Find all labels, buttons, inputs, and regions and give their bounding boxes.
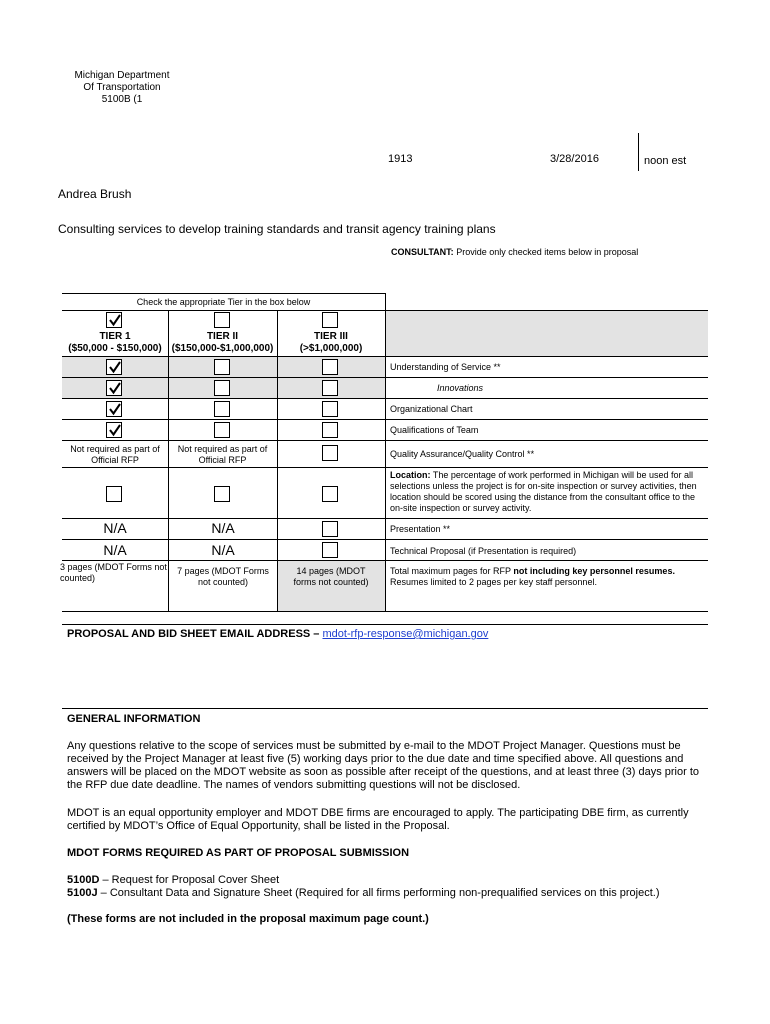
tier2-checkbox[interactable] <box>214 312 230 328</box>
tier3-heading <box>277 331 385 355</box>
understanding-t1-checkbox[interactable] <box>106 359 122 375</box>
pages-t2-text: 7 pages (MDOT Forms not counted) <box>177 566 269 587</box>
orgchart-label: Organizational Chart <box>390 404 473 414</box>
orgchart-t3-checkbox[interactable] <box>322 401 338 417</box>
tier2-name: TIER II <box>206 331 239 342</box>
checkmark-icon <box>108 402 122 416</box>
email-line <box>67 628 488 640</box>
agency-line-2: Of Transportation <box>83 82 161 93</box>
presentation-label: Presentation ** <box>390 524 451 534</box>
understanding-label: Understanding of Service ** <box>390 362 501 372</box>
header-shade <box>385 310 708 356</box>
form-5100j-text: – Consultant Data and Signature Sheet (Required for all firms performing non-prequalified services on this project.) <box>100 887 660 899</box>
general-paragraph-1: Any questions relative to the scope of services must be submitted by e-mail to the MDOT Project Manager. Questions must be received by the Project Manager at least five (5) working days prior to the due date and time specified above. All questions and answers will be placed on the MDOT website as soon as possible after receipt of the questions, and at least three (3) days prior to the RFP due date deadline. The names of vendors submitting questions will not be disclosed. <box>67 740 700 791</box>
qaqc-label: Quality Assurance/Quality Control ** <box>390 449 535 459</box>
general-paragraph-2: MDOT is an equal opportunity employer and MDOT DBE firms are encouraged to apply. The participating DBE firm, as currently certified by MDOT’s Office of Equal Opportunity, shall be listed in the Proposal. <box>67 807 689 832</box>
tier3-name: TIER III <box>314 331 348 342</box>
project-title: Consulting services to develop training standards and transit agency training plans <box>58 222 496 236</box>
email-label: PROPOSAL AND BID SHEET EMAIL ADDRESS – <box>67 628 320 640</box>
pages-t3-text: 14 pages (MDOT forms not counted) <box>293 566 369 587</box>
pages-label-tail: Resumes limited to 2 pages per key staff personnel. <box>390 577 597 587</box>
form-number: 5100B (1 <box>101 94 143 105</box>
innovations-t3-checkbox[interactable] <box>322 380 338 396</box>
location-label <box>390 470 702 514</box>
forms-note: (These forms are not included in the proposal maximum page count.) <box>67 913 429 925</box>
qualifications-t3-checkbox[interactable] <box>322 422 338 438</box>
location-t2-checkbox[interactable] <box>214 486 230 502</box>
form-5100d <box>67 874 717 887</box>
tier3-range: (>$1,000,000) <box>299 343 363 354</box>
pages-label-text: Total maximum pages for RFP <box>390 566 511 576</box>
consultant-label: CONSULTANT: <box>391 247 454 257</box>
project-manager: Andrea Brush <box>58 187 132 201</box>
checkmark-icon <box>108 313 122 327</box>
innovations-t2-checkbox[interactable] <box>214 380 230 396</box>
presentation-t3-checkbox[interactable] <box>322 521 338 537</box>
qaqc-t1-text: Not required as part of Official RFP <box>70 444 160 465</box>
agency-line-1: Michigan Department <box>74 70 170 81</box>
orgchart-t1-checkbox[interactable] <box>106 401 122 417</box>
location-t3-checkbox[interactable] <box>322 486 338 502</box>
tier1-range: ($50,000 - $150,000) <box>68 343 162 354</box>
pages-label-bold: not including key personnel resumes. <box>513 566 675 576</box>
technical-t3-checkbox[interactable] <box>322 542 338 558</box>
general-heading: GENERAL INFORMATION <box>67 713 201 725</box>
qualifications-t2-checkbox[interactable] <box>214 422 230 438</box>
tier3-checkbox[interactable] <box>322 312 338 328</box>
tier2-range: ($150,000-$1,000,000) <box>171 343 274 354</box>
location-label-text: The percentage of work performed in Michigan will be used for all selections unless the project is for on-site inspection or survey activities, then location should be scored using the distance from the consultant office to the on-site inspection or survey activity. <box>390 470 697 513</box>
due-date: 3/28/2016 <box>550 153 599 165</box>
rfp-number: 1913 <box>388 153 413 165</box>
checkmark-icon <box>108 423 122 437</box>
innovations-t1-checkbox[interactable] <box>106 380 122 396</box>
consultant-text: Provide only checked items below in proposal <box>456 247 639 257</box>
tier-instruction: Check the appropriate Tier in the box below <box>136 297 311 307</box>
location-t1-checkbox[interactable] <box>106 486 122 502</box>
checkmark-icon <box>108 360 122 374</box>
tier2-heading <box>168 331 277 355</box>
tier1-checkbox[interactable] <box>106 312 122 328</box>
technical-t2-text: N/A <box>211 542 235 558</box>
tier1-heading <box>62 331 168 355</box>
qaqc-t3-checkbox[interactable] <box>322 445 338 461</box>
email-link[interactable]: mdot-rfp-response@michigan.gov <box>322 628 489 640</box>
qualifications-t1-checkbox[interactable] <box>106 422 122 438</box>
form-5100j <box>67 887 717 900</box>
qualifications-label: Qualifications of Team <box>390 425 479 435</box>
technical-label: Technical Proposal (if Presentation is required) <box>390 546 577 556</box>
qaqc-t2-text: Not required as part of Official RFP <box>177 444 268 465</box>
tier1-name: TIER 1 <box>99 331 131 342</box>
orgchart-t2-checkbox[interactable] <box>214 401 230 417</box>
forms-heading: MDOT FORMS REQUIRED AS PART OF PROPOSAL SUBMISSION <box>67 847 410 859</box>
technical-t1-text: N/A <box>103 542 127 558</box>
due-time: noon est <box>644 155 687 167</box>
understanding-t2-checkbox[interactable] <box>214 359 230 375</box>
pages-label <box>390 566 690 588</box>
presentation-t1-text: N/A <box>103 520 127 536</box>
form-5100j-code: 5100J <box>67 887 98 899</box>
form-5100d-code: 5100D <box>67 874 100 886</box>
understanding-t3-checkbox[interactable] <box>322 359 338 375</box>
form-5100d-text: – Request for Proposal Cover Sheet <box>102 874 280 886</box>
pages-t1-text: 3 pages (MDOT Forms not counted) <box>60 562 167 583</box>
innovations-label: Innovations <box>437 383 484 393</box>
presentation-t2-text: N/A <box>211 520 235 536</box>
checkmark-icon <box>108 381 122 395</box>
location-label-bold: Location: <box>390 470 431 480</box>
